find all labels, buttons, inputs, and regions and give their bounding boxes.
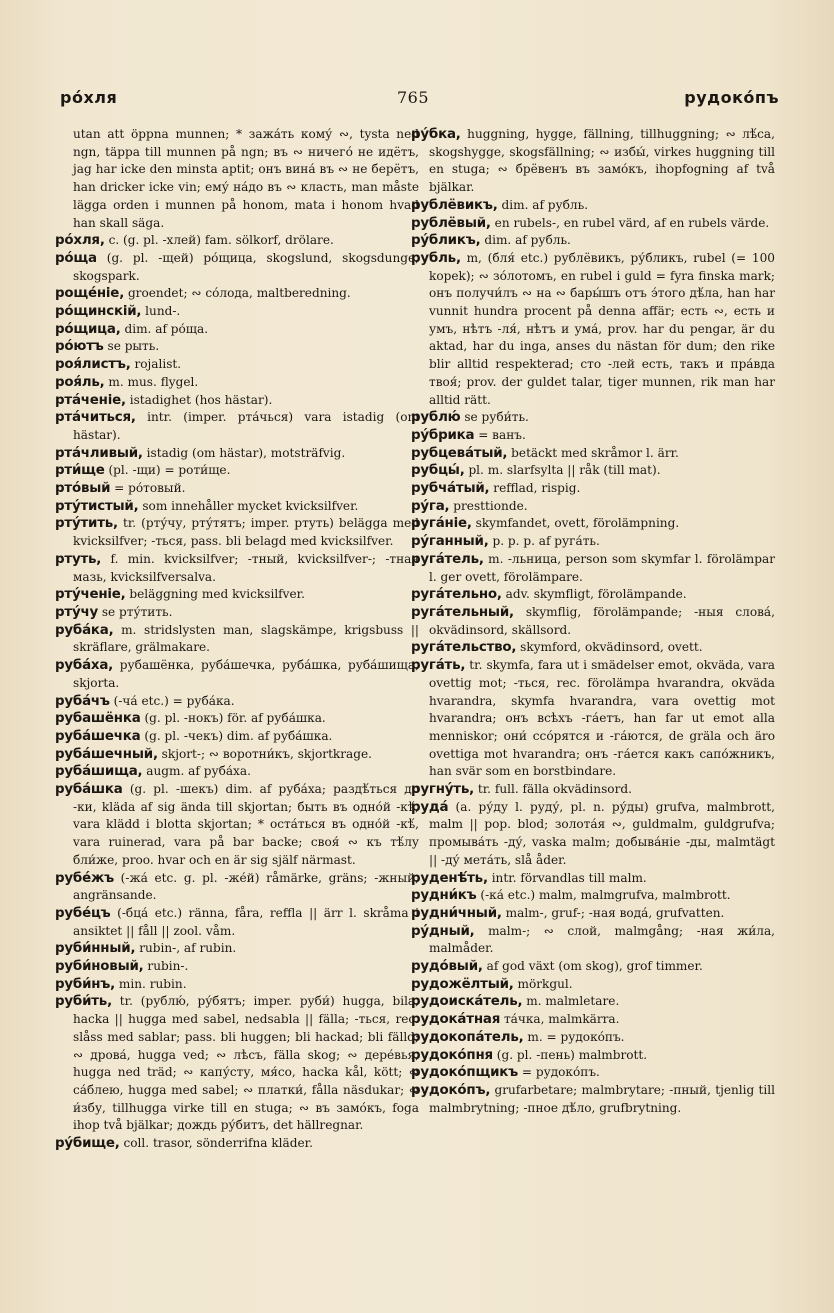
dictionary-entry: [55, 409, 419, 444]
entry-headword: руда́: [411, 799, 449, 815]
dictionary-entry: [411, 1029, 775, 1047]
dictionary-entry: [411, 993, 775, 1011]
entry-headword: руга́тельно,: [411, 587, 502, 603]
entry-headword: рта́чливый,: [55, 445, 143, 461]
entry-headword: ру́бка,: [411, 127, 461, 142]
entry-headword: руба́чъ: [55, 693, 110, 709]
entry-definition: af god växt (om skog), grof timmer.: [482, 959, 703, 974]
dictionary-entry: [55, 622, 419, 657]
dictionary-entry: [411, 498, 775, 516]
entry-definition: tr. (рту́чу, рту́тятъ; imper. ртуть) belägga med kvicksilfver; -ться, pass. bli belagd med kvicksilfver.: [73, 516, 419, 549]
dictionary-entry: [55, 746, 419, 764]
entry-headword: руби́новый,: [55, 959, 144, 975]
entry-headword: руба́шечный,: [55, 746, 158, 762]
entry-headword: рублёвикъ,: [411, 197, 498, 213]
dictionary-entry: [55, 1135, 419, 1153]
entry-headword: руби́нъ,: [55, 976, 116, 992]
dictionary-entry: [411, 409, 775, 427]
entry-headword: рудока́тная: [411, 1012, 501, 1028]
dictionary-entry: [55, 940, 419, 958]
dictionary-entry: [411, 250, 775, 409]
entry-headword: ро́щинскій,: [55, 304, 142, 320]
entry-headword: рто́вый: [55, 481, 111, 497]
entry-definition: grufarbetare; malmbrytare; -пный, tjenlig till malmbrytning; -пное дѣ́ло, grufbrytning.: [429, 1082, 775, 1115]
entry-definition: m. -льница, person som skymfar l. förolämpar l. ger ovett, förolämpare.: [429, 551, 775, 584]
entry-definition: (-жа́ etc. g. pl. -же́й) råmärke, gräns; -жный, angränsande.: [73, 870, 419, 903]
entry-definition: tr. full. fälla okvädinsord.: [474, 782, 632, 797]
entry-definition: presttionde.: [449, 498, 528, 513]
entry-headword: руба́ха,: [55, 658, 114, 674]
entry-definition: intr. (imper. рта́чься) vara istadig (om hästar).: [73, 410, 419, 442]
dictionary-entry: [55, 445, 419, 463]
dictionary-entry: [55, 356, 419, 374]
entry-definition: se рту́тить.: [98, 604, 173, 619]
entry-definition: rojalist.: [130, 357, 182, 372]
entry-definition: = рудоко́пъ.: [518, 1065, 600, 1080]
entry-definition: та́чка, malmkärra.: [500, 1012, 620, 1027]
dictionary-entry: [411, 799, 775, 870]
entry-definition: (-ча́ etc.) = руба́ка.: [109, 693, 235, 708]
entry-headword: ру́брика: [411, 427, 475, 443]
entry-definition: c. (g. pl. -хлей) fam. sölkorf, drölare.: [104, 233, 334, 248]
dictionary-entry: [55, 374, 419, 392]
dictionary-entry: [55, 763, 419, 781]
dictionary-entry: [55, 338, 419, 356]
entry-definition: adv. skymfligt, förolämpande.: [501, 587, 687, 602]
entry-headword: рудоко́пщикъ: [411, 1065, 519, 1081]
entry-definition: skymford, okvädinsord, ovett.: [516, 640, 703, 655]
entry-definition: en rubels-, en rubel värd, af en rubels värde.: [490, 215, 770, 230]
entry-definition: intr. förvandlas till malm.: [487, 870, 647, 885]
entry-definition: istadig (om hästar), motsträfvig.: [142, 445, 346, 460]
entry-definition: tr. skymfa, fara ut i smädelser emot, okväda, vara ovettig mot; -ться, rec. förolämpa hvarandra, okväda hvarandra, skymfa hvarandra, vara ovettig mot hvarandra; онъ всѣхъ -га́етъ, han far ut emot alla menniskor; они́ ссо́рятся и -га́ются, de gräla och äro ovettiga mot hvarandra; онъ -га́ется какъ сапо́жникъ, han svär som en borstbindare.: [429, 658, 775, 779]
entry-definition: (g. pl. -шекъ) dim. af руба́ха; раздѣ́ться до -ки, kläda af sig ända till skjortan; быть въ одно́й -кѣ́, vara klädd i blotta skjortan; * оста́ться въ одно́й -кѣ́, vara ruinerad, vara på bar backe; своя́ ∾ къ тѣ́лу бли́же, proo. hvar och en är sig själf närmast.: [73, 782, 419, 867]
dictionary-entry: [55, 126, 419, 232]
dictionary-entry: [411, 1082, 775, 1117]
entry-definition: betäckt med skråmor l. ärr.: [507, 445, 679, 460]
entry-headword: руба́шечка: [55, 728, 141, 744]
entry-headword: рудоиска́тель,: [411, 994, 523, 1010]
dictionary-entry: [55, 710, 419, 728]
entry-definition: utan att öppna munnen; * зажа́ть кому́ ∾, tysta ned ngn, täppa till munnen på ngn; въ ∾ ничего́ не идётъ, jag har icke den minsta aptit; онъ вина́ въ ∾ не берётъ, han dricker icke vin; ему́ на́до въ ∾ класть, man måste lägga orden i munnen på honom, mata i honom hvad han skall säga.: [73, 127, 419, 230]
dictionary-entry: [411, 887, 775, 905]
dictionary-entry: [55, 976, 419, 994]
entry-definition: groendet; ∾ со́лода, maltberedning.: [124, 286, 351, 301]
entry-headword: рубль,: [411, 250, 461, 266]
entry-headword: роя́листъ,: [55, 357, 131, 373]
entry-headword: руга́ніе,: [411, 516, 472, 532]
dictionary-entry: [411, 1047, 775, 1065]
entry-headword: руга́тельный,: [411, 604, 514, 620]
dictionary-entry: [411, 781, 775, 799]
entry-definition: рубашёнка, руба́шечка, руба́шка, руба́шища, skjorta.: [73, 658, 419, 690]
entry-definition: = ванъ.: [474, 427, 526, 442]
entry-definition: dim. af ро́ща.: [120, 321, 209, 336]
entry-definition: m. stridslysten man, slagskämpe, krigsbuss || skräflare, grälmakare.: [73, 622, 419, 655]
entry-headword: ру́га,: [411, 498, 450, 514]
entry-definition: skjort-; ∾ воротни́къ, skjortkrage.: [157, 746, 372, 761]
entry-definition: beläggning med kvicksilfver.: [125, 587, 305, 602]
right-column: [411, 126, 775, 1117]
entry-headword: ру́бликъ,: [411, 233, 481, 249]
entry-definition: m. mus. flygel.: [104, 374, 199, 389]
entry-headword: руба́шка: [55, 782, 123, 798]
dictionary-entry: [55, 693, 419, 711]
dictionary-entry: [411, 604, 775, 639]
entry-headword: рублёвый,: [411, 215, 491, 231]
entry-definition: rubin-.: [143, 959, 189, 974]
entry-headword: руба́ка,: [55, 622, 114, 638]
entry-definition: p. p. p. af руга́ть.: [488, 534, 600, 549]
entry-headword: ру́бище,: [55, 1136, 120, 1152]
entry-headword: рубцы́,: [411, 463, 465, 479]
dictionary-entry: [411, 1064, 775, 1082]
entry-definition: se руби́ть.: [460, 410, 529, 425]
dictionary-entry: [55, 250, 419, 285]
dictionary-entry: [55, 586, 419, 604]
entry-headword: руга́тель,: [411, 551, 484, 567]
entry-definition: dim. af рубль.: [480, 233, 571, 248]
entry-headword: рта́читься,: [55, 410, 136, 426]
entry-definition: se рыть.: [103, 339, 160, 354]
entry-headword: ро́хля,: [55, 233, 105, 249]
dictionary-entry: [55, 462, 419, 480]
entry-definition: m. = рудоко́пъ.: [523, 1029, 625, 1044]
dictionary-entry: [55, 993, 419, 1135]
entry-headword: рудни́къ: [411, 888, 477, 904]
entry-headword: ру́дный,: [411, 923, 475, 939]
entry-definition: tr. (рублю́, ру́бятъ; imper. руби́) hugga, bila, hacka || hugga med sabel, nedsabla || fälla; -ться, rec. slåss med sablar; pass. bli huggen; bli hackad; bli fälld; ∾ дрова́, hugga ved; ∾ лѣсъ, fälla skog; ∾ дере́вья, hugga ned träd; ∾ капу́сту, мя́со, hacka kål, kött; ∾ са́блею, hugga med sabel; ∾ платки́, fålla näsdukar; ∾ и́збу, tillhugga virke till en stuga; ∾ въ замо́къ, foga ihop två bjälkar; дождь ру́битъ, det hällregnar.: [73, 994, 419, 1133]
header-right-guideword: рудоко́пъ: [684, 88, 779, 107]
dictionary-entry: [55, 905, 419, 940]
header-left-guideword: ро́хля: [60, 88, 118, 107]
entry-definition: f. min. kvicksilfver; -тный, kvicksilfver-; -тная мазь, kvicksilfversalva.: [73, 551, 419, 584]
entry-headword: руга́тельство,: [411, 640, 517, 656]
entry-definition: som innehåller mycket kvicksilfver.: [138, 498, 359, 513]
entry-headword: руденѣ́ть,: [411, 870, 488, 886]
entry-headword: рта́ченіе,: [55, 392, 126, 408]
entry-definition: istadighet (hos hästar).: [125, 392, 273, 407]
entry-headword: рощéніе,: [55, 286, 125, 302]
dictionary-entry: [411, 639, 775, 657]
dictionary-entry: [55, 321, 419, 339]
entry-headword: руба́шища,: [55, 764, 143, 780]
left-column: [55, 126, 419, 1153]
entry-definition: augm. af руба́ха.: [142, 764, 251, 779]
dictionary-entry: [55, 303, 419, 321]
entry-headword: рудокопа́тель,: [411, 1029, 524, 1045]
entry-definition: malm-, gruf-; -ная вода́, grufvatten.: [501, 905, 725, 920]
dictionary-entry: [411, 657, 775, 781]
entry-definition: (g. pl. -пень) malmbrott.: [492, 1047, 648, 1062]
dictionary-entry: [411, 1011, 775, 1029]
entry-headword: рублю́: [411, 410, 461, 426]
entry-headword: руга́ть,: [411, 658, 466, 674]
dictionary-entry: [411, 232, 775, 250]
dictionary-entry: [55, 657, 419, 692]
dictionary-entry: [55, 958, 419, 976]
entry-definition: m. malmletare.: [522, 994, 620, 1009]
entry-definition: malm-; ∾ слой, malmgång; -ная жи́ла, malmåder.: [429, 923, 775, 956]
entry-definition: skymflig, förolämpande; -ныя слова́, okvädinsord, skällsord.: [429, 604, 775, 637]
dictionary-entry: [411, 445, 775, 463]
entry-headword: рудо́вый,: [411, 959, 483, 975]
dictionary-entry: [55, 728, 419, 746]
entry-headword: рубашёнка: [55, 711, 141, 727]
entry-headword: рту́тистый,: [55, 498, 139, 514]
entry-definition: lund-.: [141, 304, 181, 319]
entry-definition: min. rubin.: [115, 976, 187, 991]
entry-headword: рти́ще: [55, 463, 105, 479]
entry-definition: (-ка́ etc.) malm, malmgrufva, malmbrott.: [476, 888, 731, 903]
dictionary-entry: [411, 958, 775, 976]
entry-headword: рубча́тый,: [411, 481, 490, 497]
entry-headword: рудни́чный,: [411, 905, 502, 921]
dictionary-entry: [411, 480, 775, 498]
dictionary-entry: [411, 551, 775, 586]
entry-headword: рубе́жъ: [55, 870, 114, 886]
dictionary-entry: [411, 923, 775, 958]
entry-definition: coll. trasor, sönderrifna kläder.: [119, 1136, 313, 1151]
entry-definition: mörkgul.: [513, 976, 573, 991]
entry-definition: rubin-, af rubin.: [135, 941, 237, 956]
dictionary-entry: [55, 604, 419, 622]
entry-headword: рудожёлтый,: [411, 976, 514, 992]
entry-definition: (g. pl. -щей) ро́щица, skogslund, skogsdunge, skogspark.: [73, 250, 419, 283]
entry-definition: (g. pl. -нокъ) för. af руба́шка.: [140, 711, 326, 726]
dictionary-entry: [411, 462, 775, 480]
entry-headword: ро́щица,: [55, 321, 121, 337]
entry-definition: (a. ру́ду l. руду́, pl. n. ру́ды) grufva, malmbrott, malm || pop. blod; золота́я ∾, guldmalm, guldgrufva; промыва́ть -ду́, vaska malm; добыва́ніе -ды, malmtägt || -ду́ мета́ть, slå åder.: [429, 799, 775, 867]
entry-headword: руби́нный,: [55, 941, 136, 957]
entry-definition: refflad, rispig.: [489, 481, 581, 496]
entry-headword: рубцева́тый,: [411, 445, 508, 461]
entry-headword: ро́ща: [55, 250, 97, 266]
entry-headword: рту́ченіе,: [55, 587, 126, 603]
page-number: 765: [397, 88, 430, 107]
dictionary-entry: [411, 197, 775, 215]
dictionary-entry: [411, 976, 775, 994]
dictionary-entry: [55, 285, 419, 303]
entry-headword: ру́ганный,: [411, 534, 489, 550]
dictionary-entry: [55, 232, 419, 250]
dictionary-entry: [55, 781, 419, 870]
entry-definition: = ро́товый.: [110, 481, 186, 496]
dictionary-entry: [411, 870, 775, 888]
dictionary-entry: [55, 392, 419, 410]
entry-headword: ртуть,: [55, 551, 102, 567]
entry-definition: skymfandet, ovett, förolämpning.: [471, 516, 680, 531]
dictionary-entry: [411, 427, 775, 445]
entry-definition: m, (бля́ etc.) рублёвикъ, ру́бликъ, rubel (= 100 kopek); ∾ зо́лотомъ, en rubel i guld = fyra finska mark; онъ получи́лъ ∾ на ∾ бары́шъ отъ э́того дѣ́ла, han har vunnit hundra procent på denna affär; есть ∾, есть и умъ, нѣтъ -ля́, нѣтъ и ума́, prov. har du pengar, är du aktad, har du inga, anses du nästan för dum; den rike blir alltid respekterad; сто -лей есть, такъ и пра́вда твоя́; prov. der guldet talar, tiger munnen, rik man har alltid rätt.: [429, 250, 775, 407]
entry-headword: ро́ютъ: [55, 339, 104, 355]
dictionary-entry: [411, 586, 775, 604]
entry-headword: рту́чу: [55, 604, 98, 620]
entry-headword: рту́тить,: [55, 516, 118, 532]
entry-definition: dim. af рубль.: [497, 197, 589, 212]
entry-headword: роя́ль,: [55, 374, 105, 390]
entry-headword: руби́ть,: [55, 994, 112, 1010]
dictionary-entry: [411, 126, 775, 197]
entry-definition: pl. m. slarfsylta || råk (till mat).: [464, 463, 661, 478]
dictionary-entry: [55, 515, 419, 550]
dictionary-entry: [411, 515, 775, 533]
entry-headword: рудоко́пня: [411, 1047, 493, 1063]
dictionary-entry: [55, 551, 419, 586]
dictionary-entry: [411, 533, 775, 551]
entry-definition: (pl. -щи) = роти́ще.: [104, 463, 231, 478]
entry-definition: (g. pl. -чекъ) dim. af руба́шка.: [140, 728, 333, 743]
entry-headword: рудоко́пъ,: [411, 1082, 491, 1098]
dictionary-entry: [411, 215, 775, 233]
entry-definition: (-бца́ etc.) ränna, fåra, reffla || ärr l. skråma i ansiktet || fåll || zool. våm.: [73, 905, 419, 938]
dictionary-entry: [55, 480, 419, 498]
entry-headword: рубе́цъ: [55, 905, 111, 921]
dictionary-entry: [55, 870, 419, 905]
dictionary-entry: [411, 905, 775, 923]
dictionary-entry: [55, 498, 419, 516]
entry-headword: ругну́ть,: [411, 782, 475, 798]
entry-definition: huggning, hygge, fällning, tillhuggning; ∾ лѣ́са, skogshygge, skogsfällning; ∾ избы́, virkes huggning till en stuga; ∾ брёвенъ въ замо́къ, ihopfogning af två bjälkar.: [429, 127, 775, 195]
